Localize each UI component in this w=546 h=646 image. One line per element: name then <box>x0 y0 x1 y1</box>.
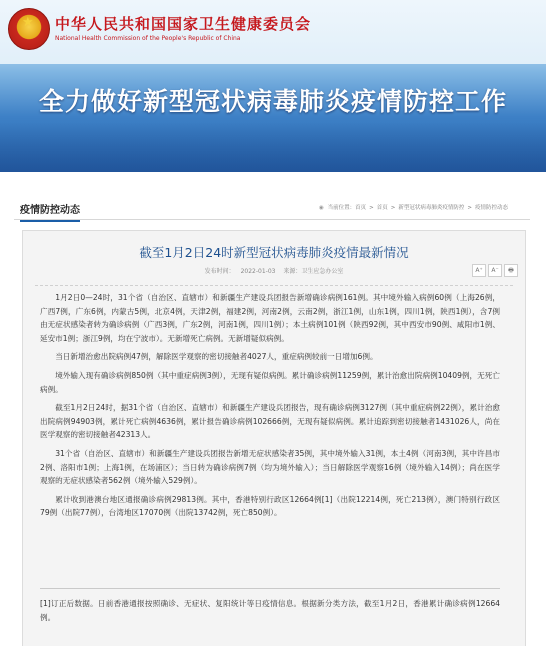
print-icon[interactable]: 🖶 <box>504 264 518 277</box>
article-body <box>40 291 500 525</box>
site-title-english: National Health Commission of the People's Republic of China <box>55 35 241 42</box>
location-pin-icon: ◉ <box>319 205 324 211</box>
publish-date: 2022-01-03 <box>240 268 276 275</box>
breadcrumb-separator: > <box>467 205 472 211</box>
footnote-divider <box>40 588 500 589</box>
breadcrumb-item-home[interactable]: 首页 <box>376 205 388 211</box>
article-title: 截至1月2日24时新型冠状病毒肺炎疫情最新情况 <box>139 245 409 260</box>
paragraph-hk-macao-taiwan: 累计收到港澳台地区通报确诊病例29813例。其中，香港特别行政区12664例[1]（出院12214例，死亡213例），澳门特别行政区79例（出院77例），台湾地区17070例（出院13742例，死亡850例）。 <box>40 494 500 518</box>
banner-skyline <box>0 122 546 172</box>
breadcrumb-separator: > <box>369 205 374 211</box>
article-meta <box>23 266 525 275</box>
site-title[interactable]: 中华人民共和国国家卫生健康委员会 <box>55 15 312 33</box>
star-icon: ★ <box>22 15 34 30</box>
paragraph-recoveries: 当日新增治愈出院病例47例，解除医学观察的密切接触者4027人，重症病例较前一日增加6例。 <box>55 352 378 362</box>
paragraph-new-cases: 1月2日0—24时，31个省（自治区、直辖市）和新疆生产建设兵团报告新增确诊病例161例。其中境外输入病例60例（上海26例，广西7例，广东6例，内蒙古5例，北京4例，天津2例，福建2例，河南2例，云南2例，浙江1例，山东1例，四川1例，陕西1例），含7例由无症状感染者转为确诊病例（广西3例，广东2例，河南1例，四川1例）；本土病例101例（陕西92例，其中西安市90例、咸阳市1例、延安市1例；浙江9例，均在宁波市）。无新增死亡病例。无新增疑似病例。 <box>40 293 500 343</box>
section-tab[interactable]: 疫情防控动态 <box>20 201 80 222</box>
header-banner <box>0 0 546 172</box>
breadcrumb-item-topic[interactable]: 新型冠状病毒肺炎疫情防控 <box>398 205 465 211</box>
breadcrumb-separator: > <box>390 205 396 211</box>
font-decrease-button[interactable]: A⁻ <box>488 264 502 277</box>
paragraph-imported: 境外输入现有确诊病例850例（其中重症病例3例），无现有疑似病例。累计确诊病例11259例，累计治愈出院病例10409例，无死亡病例。 <box>40 370 500 394</box>
publish-label: 发布时间： <box>204 268 235 275</box>
national-emblem-icon[interactable] <box>8 8 50 50</box>
section-nav-bar <box>14 197 530 220</box>
banner-heading: 全力做好新型冠状病毒肺炎疫情防控工作 <box>38 87 507 116</box>
breadcrumb-item-current[interactable]: 疫情防控动态 <box>474 205 508 211</box>
breadcrumb-item-location: 当前位置：首页 <box>327 205 367 211</box>
breadcrumb <box>319 203 508 211</box>
paragraph-asymptomatic: 31个省（自治区、直辖市）和新疆生产建设兵团报告新增无症状感染者35例，其中境外输入31例，本土4例（河南3例，其中许昌市2例、洛阳市1例；上海1例，在场浦区）；当日转为确诊病例7例（均为境外输入）；当日解除医学观察16例（境外输入14例）；尚在医学观察的无症状感染者562例（境外输入529例）。 <box>40 448 500 486</box>
title-divider <box>35 285 513 286</box>
article-source: 来源：卫生应急办公室 <box>283 268 344 275</box>
paragraph-cumulative: 截至1月2日24时，据31个省（自治区、直辖市）和新疆生产建设兵团报告，现有确诊病例3127例（其中重症病例22例），累计治愈出院病例94903例，累计死亡病例4636例，累计报告确诊病例102666例，无现有疑似病例。累计追踪到密切接触者1431026人，尚在医学观察的密切接触者42313人。 <box>40 403 500 440</box>
font-increase-button[interactable]: A⁺ <box>472 264 486 277</box>
footnote: [1]订正后数据。日前香港通报按照确诊、无症状、复阳统计等日疫情信息。根据新分类方法，截至1月2日，香港累计确诊病例12664例。 <box>40 599 500 622</box>
